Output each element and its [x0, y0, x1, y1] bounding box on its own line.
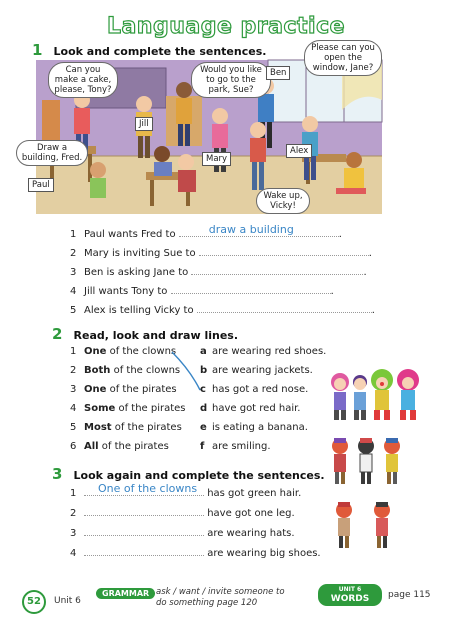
name-tag-alex: Alex: [286, 144, 312, 158]
sentence-end: .: [363, 267, 367, 278]
item-text: have got red hair.: [212, 403, 301, 414]
answer-line[interactable]: [191, 264, 363, 275]
item-text: is eating a banana.: [212, 422, 308, 433]
sentence-text: have got one leg.: [207, 508, 295, 519]
item-text: of the pirates: [98, 441, 169, 452]
item-text: are wearing jackets.: [212, 365, 313, 376]
sentence-text: has got green hair.: [207, 488, 302, 499]
sentence-row: [70, 484, 330, 504]
match-right-item[interactable]: [200, 380, 340, 399]
grammar-ref-line-1: ask / want / invite someone to: [156, 587, 285, 597]
section-number: 1: [32, 41, 43, 59]
sentence-number: 2: [70, 508, 77, 519]
grammar-badge[interactable]: GRAMMAR: [96, 588, 155, 599]
name-tag-mary: Mary: [202, 152, 231, 166]
sentence-text: Mary is inviting Sue to: [84, 248, 196, 259]
sentence-row: [70, 264, 410, 283]
unit-label: Unit 6: [54, 596, 81, 606]
match-right-item[interactable]: [200, 418, 340, 437]
speech-bubble-jane: Please can you open the window, Jane?: [304, 40, 382, 76]
section-heading: Read, look and draw lines.: [73, 329, 239, 342]
name-tag-jill: Jill: [135, 117, 153, 131]
item-bold: All: [84, 441, 99, 452]
answer-line[interactable]: [179, 223, 339, 237]
item-number: 5: [70, 422, 77, 433]
sentence-text: Alex is telling Vicky to: [84, 305, 194, 316]
sentence-number: 5: [70, 305, 77, 316]
item-number: 2: [70, 365, 77, 376]
answer-line[interactable]: [199, 245, 369, 256]
answer-line[interactable]: [84, 545, 204, 556]
sentence-number: 4: [70, 548, 77, 559]
section-number: 3: [52, 465, 63, 483]
item-text: of the clowns: [110, 365, 181, 376]
sentence-row: [70, 544, 330, 564]
sentence-text: are wearing big shoes.: [207, 548, 321, 559]
sentence-text: are wearing hats.: [207, 528, 295, 539]
item-letter: d: [200, 403, 208, 414]
section-heading: Look again and complete the sentences.: [73, 469, 325, 482]
sentence-text: Paul wants Fred to: [84, 229, 176, 240]
section-2-header: [52, 324, 238, 343]
sentence-row: [70, 223, 410, 245]
section-1-sentences: [70, 223, 410, 321]
match-right-item[interactable]: [200, 399, 340, 418]
item-text: has got a red nose.: [212, 384, 309, 395]
match-left-item[interactable]: [70, 399, 210, 418]
sentence-text: Ben is asking Jane to: [84, 267, 189, 278]
item-bold: Most: [84, 422, 112, 433]
answer-line[interactable]: [84, 482, 204, 496]
speech-bubble-tony: Can you make a cake, please, Tony?: [48, 62, 118, 98]
sentence-end: .: [330, 286, 334, 297]
answer-line[interactable]: [197, 302, 372, 313]
answer-line[interactable]: [171, 283, 331, 294]
sentence-text: Jill wants Tony to: [84, 286, 168, 297]
match-left-item[interactable]: [70, 418, 210, 437]
words-badge-label: WORDS: [330, 594, 370, 604]
item-text: of the pirates: [106, 384, 177, 395]
sentence-row: [70, 283, 410, 302]
match-left-item[interactable]: [70, 437, 210, 456]
item-letter: a: [200, 346, 207, 357]
item-number: 4: [70, 403, 77, 414]
item-text: of the clowns: [106, 346, 177, 357]
sentence-number: 2: [70, 248, 77, 259]
sentence-number: 3: [70, 528, 77, 539]
item-bold: One: [84, 346, 107, 357]
words-badge[interactable]: [318, 584, 382, 606]
handwritten-answer: draw a building: [208, 223, 294, 236]
item-letter: b: [200, 365, 208, 376]
grammar-reference: [156, 587, 285, 609]
name-tag-ben: Ben: [266, 66, 290, 80]
match-right-item[interactable]: [200, 437, 340, 456]
speech-bubble-vicky: Wake up, Vicky!: [256, 188, 310, 214]
grammar-ref-line-2: do something page 120: [156, 598, 258, 608]
answer-line[interactable]: [84, 505, 204, 516]
item-letter: e: [200, 422, 207, 433]
answer-line[interactable]: [84, 525, 204, 536]
speech-bubble-sue: Would you like to go to the park, Sue?: [191, 62, 271, 98]
sentence-number: 1: [70, 229, 77, 240]
sentence-row: [70, 302, 410, 321]
sentence-end: .: [368, 248, 372, 259]
item-text: of the pirates: [115, 403, 186, 414]
sentence-number: 4: [70, 286, 77, 297]
sentence-end: .: [371, 305, 375, 316]
sentence-row: [70, 524, 330, 544]
sentence-number: 3: [70, 267, 77, 278]
item-text: of the pirates: [111, 422, 182, 433]
item-bold: Some: [84, 403, 116, 414]
page-title: Language practice: [106, 14, 346, 39]
item-text: are smiling.: [212, 441, 271, 452]
item-text: are wearing red shoes.: [212, 346, 327, 357]
name-tag-paul: Paul: [28, 178, 54, 192]
sentence-number: 1: [70, 488, 77, 499]
item-bold: Both: [84, 365, 111, 376]
words-badge-unit: UNIT 6: [338, 586, 362, 593]
match-right-item[interactable]: [200, 361, 340, 380]
sentence-row: [70, 245, 410, 264]
section-number: 2: [52, 325, 63, 343]
handwritten-answer: One of the clowns: [98, 482, 198, 495]
speech-bubble-fred: Draw a building, Fred.: [16, 140, 88, 166]
item-letter: f: [200, 441, 205, 452]
sentence-row: [70, 504, 330, 524]
section-1-header: [32, 40, 266, 59]
sentence-end: .: [338, 229, 342, 240]
match-right-item[interactable]: [200, 342, 340, 361]
item-bold: One: [84, 384, 107, 395]
section-3-sentences: [70, 484, 330, 564]
page-number: 52: [22, 590, 46, 614]
words-page-reference: page 115: [388, 590, 431, 600]
item-number: 6: [70, 441, 77, 452]
section-heading: Look and complete the sentences.: [53, 45, 267, 58]
matching-right-column: [200, 342, 340, 456]
item-letter: c: [200, 384, 206, 395]
item-number: 1: [70, 346, 77, 357]
clowns-pirates-illustration: [326, 370, 426, 560]
item-number: 3: [70, 384, 77, 395]
